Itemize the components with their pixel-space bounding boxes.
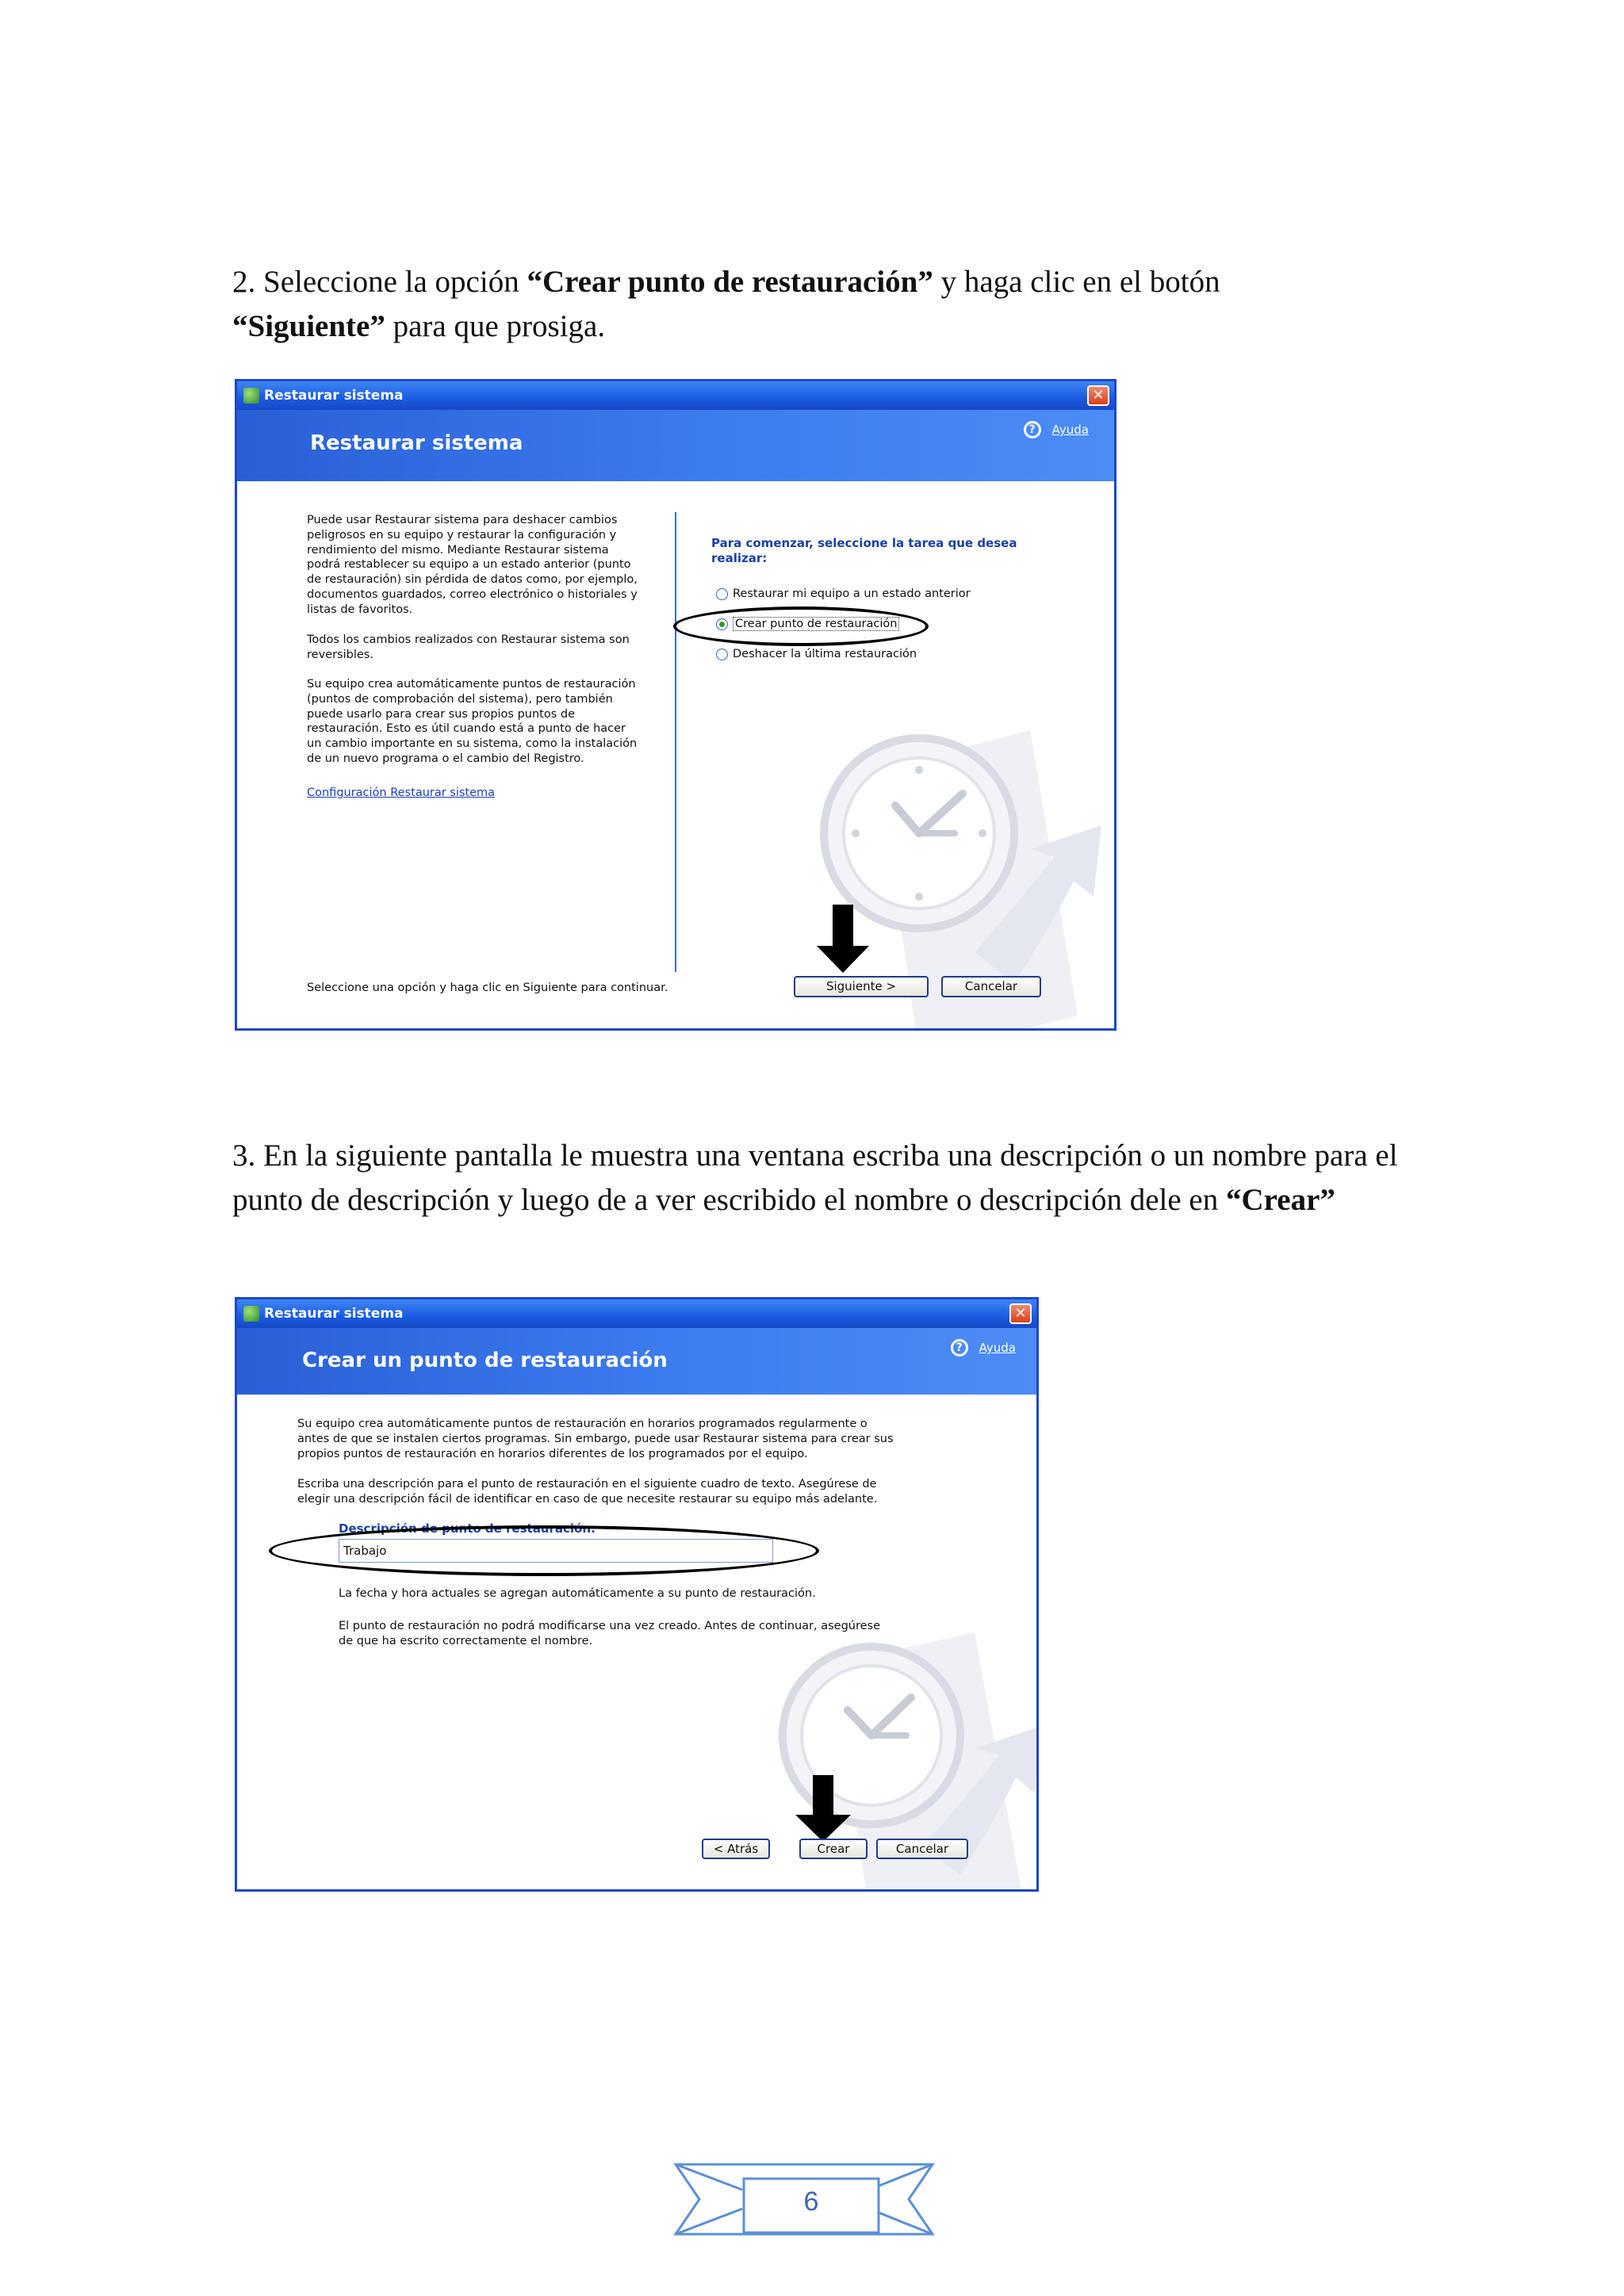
cannot-modify-note: El punto de restauración no podrá modificarse una vez creado. Antes de continuar, asegúrese de que ha escrito correctamente el nombre. [339,1620,881,1647]
window-1-titlebar[interactable] [237,381,1114,410]
next-button[interactable]: Siguiente > [794,976,929,997]
restore-point-description-input[interactable]: Trabajo [339,1539,773,1563]
step-2-text-middle: y haga clic en el botón [933,265,1220,299]
window-2-titlebar[interactable] [237,1299,1036,1328]
date-time-note: La fecha y hora actuales se agregan automáticamente a su punto de restauración. [339,1587,816,1600]
help-link[interactable] [1024,421,1089,438]
auto-restore-points-text: Su equipo crea automáticamente puntos de restauración en horarios programados regularmente o antes de que se instalen ciertos programas. Sin embargo, puede usar Restaurar sistema para crear sus propios puntos de restauración en horarios diferentes de los programados por el equipo. [297,1418,894,1460]
option-restore-earlier-label: Restaurar mi equipo a un estado anterior [733,587,971,600]
cancel-button[interactable]: Cancelar [876,1839,968,1859]
bottom-hint-text: Seleccione una opción y haga clic en Siguiente para continuar. [307,982,668,994]
window-2-title: Restaurar sistema [264,1306,404,1322]
option-restore-earlier[interactable] [716,585,971,603]
highlight-ellipse [673,607,929,646]
window-2-banner [237,1328,1036,1395]
option-undo-last-restore-label: Deshacer la última restauración [733,648,917,660]
help-icon: ? [1024,421,1041,438]
cancel-button[interactable]: Cancelar [941,976,1041,997]
close-icon[interactable]: ✕ [1009,1303,1032,1324]
step-2-option-name: “Crear punto de restauración” [527,265,933,299]
help-link[interactable] [951,1339,1016,1357]
window-1-banner-title: Restaurar sistema [310,431,523,455]
help-label: Ayuda [979,1341,1016,1355]
back-button[interactable]: < Atrás [702,1839,770,1859]
radio-restore-earlier[interactable] [716,588,728,600]
window-1-title: Restaurar sistema [264,388,404,404]
checkpoints-text: Su equipo crea automáticamente puntos de restauración (puntos de comprobación del sistema), pero también puede usarlo para crear sus propios puntos de restauración. Esto es útil cuando está a punto de hacer un cambio importante en su sistema, como la instalación de un nuevo programa o el cambio del Registro. [307,678,638,765]
restore-wizard-window-2 [235,1297,1039,1892]
radio-undo-last-restore[interactable] [716,649,728,660]
help-icon: ? [951,1339,968,1357]
restore-wizard-window-1 [235,379,1116,1031]
restore-intro-text: Puede usar Restaurar sistema para deshacer cambios peligrosos en su equipo y restaurar la configuración y rendimiento del mismo. Mediante Restaurar sistema podrá restablecer su equipo a un estado anterior (punto de restauración) sin pérdida de datos como, por ejemplo, documentos guardados, correo electrónico o historiales y listas de favoritos. [307,514,638,616]
system-restore-icon [243,1306,259,1322]
step-2-instruction [232,260,1406,349]
highlight-ellipse [269,1525,819,1576]
window-1-banner [237,410,1114,481]
option-undo-last-restore[interactable] [716,645,917,663]
option-create-restore-point-label: Crear punto de restauración [733,617,899,631]
step-3-text: 3. En la siguiente pantalla le muestra una ventana escriba una descripción o un nombre para el punto de descripción y luego de a ver escribido el nombre o descripción dele en [232,1138,1398,1217]
step-2-text: 2. Seleccione la opción [232,265,527,299]
page-number: 6 [803,2187,819,2217]
description-field-label: Descripción de punto de restauración: [339,1521,596,1536]
reversible-text: Todos los cambios realizados con Restaurar sistema son reversibles. [307,633,630,661]
task-heading: Para comenzar, seleccione la tarea que desea realizar: [711,536,1017,565]
arrow-down-icon [794,1775,852,1843]
restore-settings-link[interactable]: Configuración Restaurar sistema [307,786,496,799]
arrow-down-icon [815,905,871,974]
description-instruction-text: Escriba una descripción para el punto de restauración en el siguiente cuadro de texto. Asegúrese de elegir una descripción fácil de identificar en caso de que necesite restaurar su equipo más adelante. [297,1478,878,1506]
step-3-button-name: “Crear” [1226,1183,1335,1217]
step-3-instruction [232,1134,1406,1223]
step-2-text-end: para que prosiga. [385,309,606,343]
step-2-button-name: “Siguiente” [232,309,385,343]
system-restore-icon [243,388,259,404]
help-label: Ayuda [1051,423,1089,437]
vertical-divider [675,512,676,972]
create-button[interactable]: Crear [799,1839,868,1859]
window-2-banner-title: Crear un punto de restauración [302,1349,668,1372]
close-icon[interactable]: ✕ [1087,385,1109,406]
